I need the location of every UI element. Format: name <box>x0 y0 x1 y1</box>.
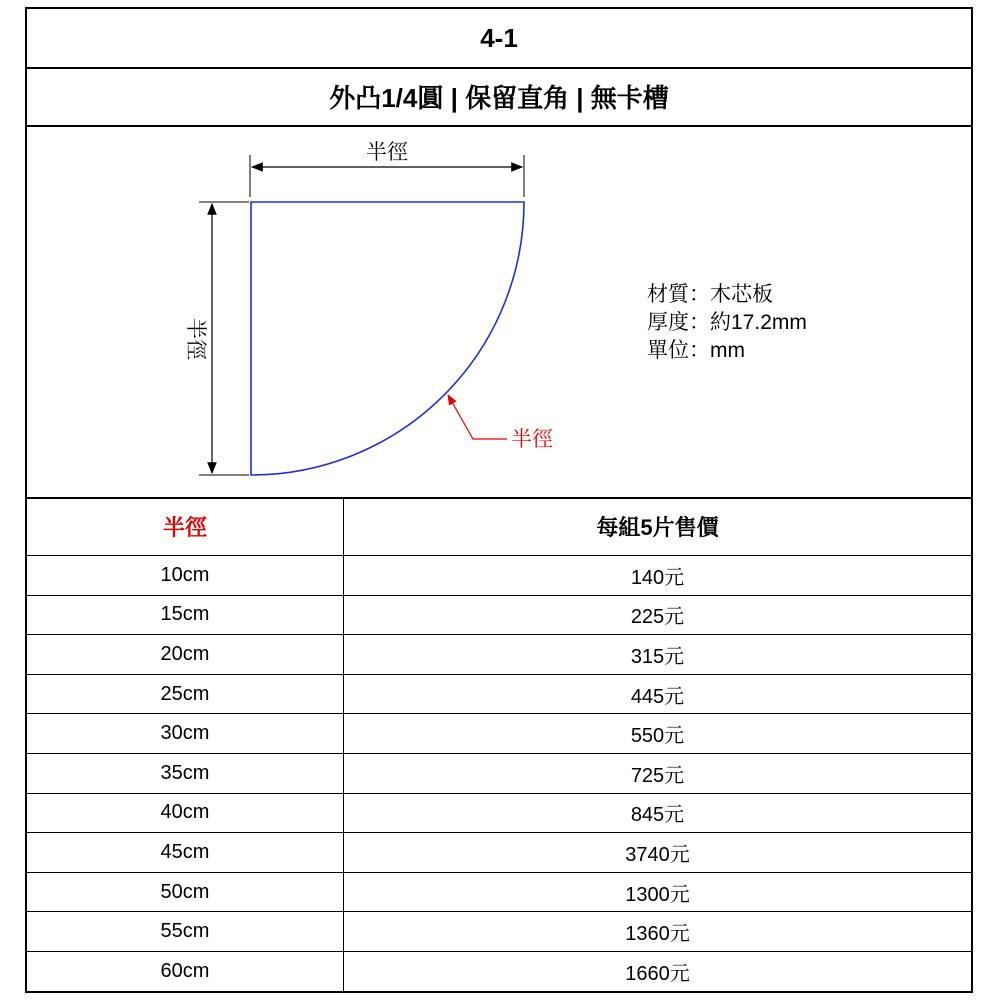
page-title: 4-1 <box>27 9 971 69</box>
spec-thickness: 厚度：約17.2mm <box>647 311 807 334</box>
table-row <box>27 635 971 675</box>
price-table <box>27 497 971 991</box>
table-row <box>27 912 971 952</box>
quarter-circle-diagram <box>27 125 971 497</box>
table-row <box>27 674 971 714</box>
arc-radius-label: 半徑 <box>511 428 553 451</box>
cell-price: 1300元 <box>344 872 972 912</box>
cell-radius: 15cm <box>27 595 344 635</box>
cell-radius: 20cm <box>27 635 344 675</box>
arc-pointer-arrow <box>448 395 507 439</box>
header-radius: 半徑 <box>27 497 344 556</box>
table-row <box>27 595 971 635</box>
cell-price: 845元 <box>344 793 972 833</box>
cell-radius: 40cm <box>27 793 344 833</box>
table-row <box>27 556 971 596</box>
top-dimension-label: 半徑 <box>366 141 408 164</box>
cell-price: 225元 <box>344 595 972 635</box>
cell-price: 140元 <box>344 556 972 596</box>
cell-radius: 60cm <box>27 951 344 990</box>
table-row <box>27 753 971 793</box>
spec-sheet <box>25 7 973 993</box>
table-row <box>27 714 971 754</box>
cell-radius: 45cm <box>27 833 344 873</box>
cell-radius: 30cm <box>27 714 344 754</box>
material-specs <box>647 281 807 365</box>
cell-price: 315元 <box>344 635 972 675</box>
cell-radius: 50cm <box>27 872 344 912</box>
cell-radius: 55cm <box>27 912 344 952</box>
spec-material: 材質：木芯板 <box>647 283 773 306</box>
cell-price: 445元 <box>344 674 972 714</box>
table-header-row <box>27 497 971 556</box>
page-subtitle: 外凸1/4圓 | 保留直角 | 無卡槽 <box>27 67 971 127</box>
cell-radius: 35cm <box>27 753 344 793</box>
price-table-body <box>27 556 971 991</box>
cell-price: 1660元 <box>344 951 972 990</box>
cell-price: 1360元 <box>344 912 972 952</box>
table-row <box>27 833 971 873</box>
cell-price: 3740元 <box>344 833 972 873</box>
cell-price: 725元 <box>344 753 972 793</box>
quarter-circle-shape <box>251 202 524 475</box>
cell-radius: 10cm <box>27 556 344 596</box>
cell-radius: 25cm <box>27 674 344 714</box>
left-dimension-label: 半徑 <box>184 318 207 360</box>
spec-unit: 單位：mm <box>647 339 745 362</box>
table-row <box>27 793 971 833</box>
table-row <box>27 951 971 990</box>
diagram-panel <box>27 125 971 499</box>
header-price: 每組5片售價 <box>344 497 972 556</box>
table-row <box>27 872 971 912</box>
cell-price: 550元 <box>344 714 972 754</box>
